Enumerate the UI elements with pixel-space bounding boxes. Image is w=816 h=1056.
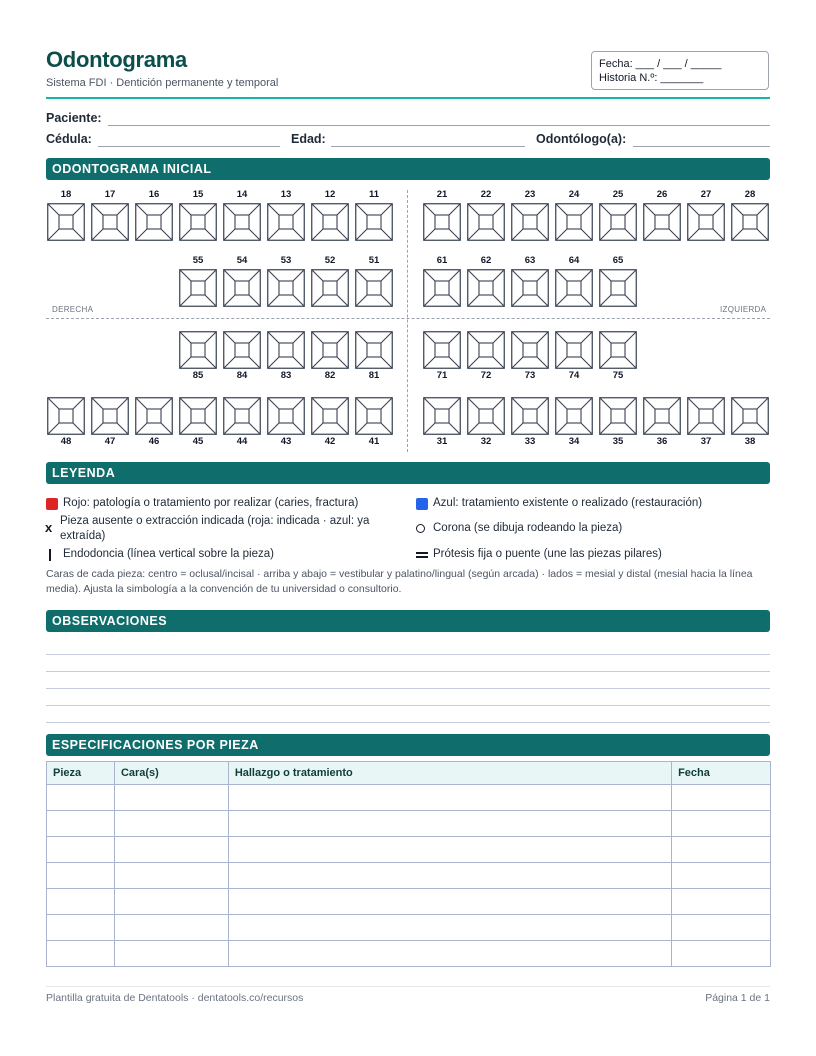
tooth-number: 13 xyxy=(280,189,292,200)
footer-left: Plantilla gratuita de Dentatools · dentatools.co/recursos xyxy=(46,992,304,1004)
tooth-number: 37 xyxy=(700,436,712,447)
observation-line[interactable] xyxy=(46,654,770,655)
tooth-43[interactable] xyxy=(267,397,305,435)
tooth-71[interactable] xyxy=(423,331,461,369)
tooth-82[interactable] xyxy=(311,331,349,369)
tooth-number: 33 xyxy=(524,436,536,447)
tooth-number: 23 xyxy=(524,189,536,200)
tooth-75[interactable] xyxy=(599,331,637,369)
tooth-number: 52 xyxy=(324,255,336,266)
table-cell[interactable] xyxy=(672,785,771,811)
edad-label: Edad: xyxy=(291,132,326,146)
circle-icon xyxy=(416,524,425,533)
tooth-64[interactable] xyxy=(555,269,593,307)
tooth-number: 22 xyxy=(480,189,492,200)
tooth-number: 18 xyxy=(60,189,72,200)
paciente-label: Paciente: xyxy=(46,111,102,125)
tooth-number: 31 xyxy=(436,436,448,447)
fecha-field[interactable]: Fecha: ___ / ___ / _____ xyxy=(599,58,722,70)
tooth-number: 82 xyxy=(324,370,336,381)
tooth-35[interactable] xyxy=(599,397,637,435)
table-cell[interactable] xyxy=(114,915,228,941)
tooth-84[interactable] xyxy=(223,331,261,369)
legend-protesis: Prótesis fija o puente (une las piezas pilares) xyxy=(433,548,662,560)
tooth-17[interactable] xyxy=(91,203,129,241)
table-cell[interactable] xyxy=(228,863,671,889)
tooth-14[interactable] xyxy=(223,203,261,241)
tooth-55[interactable] xyxy=(179,269,217,307)
tooth-number: 28 xyxy=(744,189,756,200)
blue-swatch-icon xyxy=(416,498,428,510)
tooth-number: 53 xyxy=(280,255,292,266)
tooth-number: 21 xyxy=(436,189,448,200)
tooth-33[interactable] xyxy=(511,397,549,435)
tooth-number: 38 xyxy=(744,436,756,447)
cross-icon: x xyxy=(45,520,53,535)
table-row xyxy=(47,889,771,915)
tooth-number: 24 xyxy=(568,189,580,200)
tooth-42[interactable] xyxy=(311,397,349,435)
tooth-number: 17 xyxy=(104,189,116,200)
tooth-number: 51 xyxy=(368,255,380,266)
table-cell[interactable] xyxy=(47,889,115,915)
tooth-85[interactable] xyxy=(179,331,217,369)
date-history-box xyxy=(591,51,769,90)
red-swatch-icon xyxy=(46,498,58,510)
table-cell[interactable] xyxy=(228,915,671,941)
tooth-number: 85 xyxy=(192,370,204,381)
tooth-number: 16 xyxy=(148,189,160,200)
tooth-number: 34 xyxy=(568,436,580,447)
tooth-37[interactable] xyxy=(687,397,725,435)
tooth-number: 72 xyxy=(480,370,492,381)
odontologo-label: Odontólogo(a): xyxy=(536,132,627,146)
tooth-32[interactable] xyxy=(467,397,505,435)
tooth-27[interactable] xyxy=(687,203,725,241)
table-cell[interactable] xyxy=(228,837,671,863)
tooth-number: 35 xyxy=(612,436,624,447)
table-cell[interactable] xyxy=(47,811,115,837)
tooth-number: 44 xyxy=(236,436,248,447)
tooth-number: 47 xyxy=(104,436,116,447)
table-row xyxy=(47,941,771,967)
cedula-field[interactable] xyxy=(98,146,280,147)
tooth-23[interactable] xyxy=(511,203,549,241)
table-cell[interactable] xyxy=(672,915,771,941)
tooth-61[interactable] xyxy=(423,269,461,307)
tooth-11[interactable] xyxy=(355,203,393,241)
section-odontograma: ODONTOGRAMA INICIAL xyxy=(46,158,770,180)
tooth-44[interactable] xyxy=(223,397,261,435)
tooth-63[interactable] xyxy=(511,269,549,307)
historia-field[interactable]: Historia N.º: _______ xyxy=(599,72,704,84)
tooth-62[interactable] xyxy=(467,269,505,307)
col-pieza: Pieza xyxy=(47,762,115,785)
tooth-36[interactable] xyxy=(643,397,681,435)
legend-corona: Corona (se dibuja rodeando la pieza) xyxy=(433,522,623,534)
table-cell[interactable] xyxy=(47,785,115,811)
tooth-number: 45 xyxy=(192,436,204,447)
midline-horizontal xyxy=(46,318,770,319)
tooth-45[interactable] xyxy=(179,397,217,435)
tooth-13[interactable] xyxy=(267,203,305,241)
table-cell[interactable] xyxy=(114,863,228,889)
table-cell[interactable] xyxy=(672,863,771,889)
table-cell[interactable] xyxy=(228,941,671,967)
tooth-number: 54 xyxy=(236,255,248,266)
tooth-12[interactable] xyxy=(311,203,349,241)
tooth-number: 84 xyxy=(236,370,248,381)
tooth-number: 14 xyxy=(236,189,248,200)
tooth-48[interactable] xyxy=(47,397,85,435)
tooth-53[interactable] xyxy=(267,269,305,307)
table-row xyxy=(47,863,771,889)
tooth-21[interactable] xyxy=(423,203,461,241)
tooth-26[interactable] xyxy=(643,203,681,241)
observation-line[interactable] xyxy=(46,722,770,723)
table-row xyxy=(47,785,771,811)
table-cell[interactable] xyxy=(672,941,771,967)
edad-field[interactable] xyxy=(331,146,525,147)
legend-azul: Azul: tratamiento existente o realizado (restauración) xyxy=(433,497,703,509)
table-cell[interactable] xyxy=(114,889,228,915)
spec-table xyxy=(46,761,771,967)
section-observaciones: OBSERVACIONES xyxy=(46,610,770,632)
tooth-65[interactable] xyxy=(599,269,637,307)
tooth-number: 83 xyxy=(280,370,292,381)
section-especificaciones: ESPECIFICACIONES POR PIEZA xyxy=(46,734,770,756)
col-fecha: Fecha xyxy=(672,762,771,785)
tooth-46[interactable] xyxy=(135,397,173,435)
double-line-icon-bottom xyxy=(416,556,428,558)
tooth-number: 26 xyxy=(656,189,668,200)
header-rule xyxy=(46,97,770,99)
tooth-72[interactable] xyxy=(467,331,505,369)
vertical-line-icon xyxy=(49,549,51,561)
tooth-number: 71 xyxy=(436,370,448,381)
table-cell[interactable] xyxy=(47,941,115,967)
tooth-83[interactable] xyxy=(267,331,305,369)
tooth-31[interactable] xyxy=(423,397,461,435)
tooth-number: 27 xyxy=(700,189,712,200)
derecha-label: DERECHA xyxy=(52,305,94,314)
table-cell[interactable] xyxy=(228,785,671,811)
tooth-51[interactable] xyxy=(355,269,393,307)
observation-line[interactable] xyxy=(46,671,770,672)
odontologo-field[interactable] xyxy=(633,146,770,147)
page-subtitle: Sistema FDI · Dentición permanente y temporal xyxy=(46,77,279,89)
tooth-number: 42 xyxy=(324,436,336,447)
paciente-field[interactable] xyxy=(108,125,770,126)
legend-ausente: Pieza ausente o extracción indicada (roja: indicada · azul: ya extraída) xyxy=(60,515,370,542)
tooth-number: 65 xyxy=(612,255,624,266)
table-row xyxy=(47,915,771,941)
observation-line[interactable] xyxy=(46,688,770,689)
table-cell[interactable] xyxy=(228,889,671,915)
tooth-number: 75 xyxy=(612,370,624,381)
tooth-number: 43 xyxy=(280,436,292,447)
tooth-number: 46 xyxy=(148,436,160,447)
tooth-16[interactable] xyxy=(135,203,173,241)
tooth-number: 12 xyxy=(324,189,336,200)
legend-note: Caras de cada pieza: centro = oclusal/incisal · arriba y abajo = vestibular y palatino/lingual (según arcada) · lados = mesial y distal (mesial hacia la línea media). Ajusta la simbología a la convención de tu universidad o consultorio. xyxy=(46,568,753,595)
tooth-number: 11 xyxy=(368,189,380,200)
tooth-number: 81 xyxy=(368,370,380,381)
tooth-number: 15 xyxy=(192,189,204,200)
tooth-number: 25 xyxy=(612,189,624,200)
tooth-73[interactable] xyxy=(511,331,549,369)
tooth-number: 55 xyxy=(192,255,204,266)
tooth-15[interactable] xyxy=(179,203,217,241)
tooth-28[interactable] xyxy=(731,203,769,241)
tooth-number: 61 xyxy=(436,255,448,266)
midline-vertical xyxy=(407,190,408,452)
table-cell[interactable] xyxy=(47,863,115,889)
observation-line[interactable] xyxy=(46,705,770,706)
tooth-74[interactable] xyxy=(555,331,593,369)
tooth-number: 73 xyxy=(524,370,536,381)
tooth-number: 36 xyxy=(656,436,668,447)
tooth-47[interactable] xyxy=(91,397,129,435)
tooth-number: 48 xyxy=(60,436,72,447)
tooth-number: 74 xyxy=(568,370,580,381)
tooth-54[interactable] xyxy=(223,269,261,307)
table-cell[interactable] xyxy=(47,837,115,863)
tooth-24[interactable] xyxy=(555,203,593,241)
table-row xyxy=(47,811,771,837)
cedula-label: Cédula: xyxy=(46,132,92,146)
table-cell[interactable] xyxy=(114,785,228,811)
double-line-icon-top xyxy=(416,552,428,554)
tooth-52[interactable] xyxy=(311,269,349,307)
footer-rule xyxy=(46,986,770,987)
tooth-number: 32 xyxy=(480,436,492,447)
tooth-41[interactable] xyxy=(355,397,393,435)
tooth-81[interactable] xyxy=(355,331,393,369)
table-cell[interactable] xyxy=(672,889,771,915)
tooth-38[interactable] xyxy=(731,397,769,435)
legend-rojo: Rojo: patología o tratamiento por realizar (caries, fractura) xyxy=(63,497,359,509)
col-caras: Cara(s) xyxy=(114,762,228,785)
page-title: Odontograma xyxy=(46,47,187,72)
tooth-22[interactable] xyxy=(467,203,505,241)
tooth-18[interactable] xyxy=(47,203,85,241)
tooth-34[interactable] xyxy=(555,397,593,435)
table-cell[interactable] xyxy=(114,837,228,863)
tooth-number: 64 xyxy=(568,255,580,266)
legend-endodoncia: Endodoncia (línea vertical sobre la pieza) xyxy=(63,548,274,560)
tooth-number: 41 xyxy=(368,436,380,447)
table-cell[interactable] xyxy=(114,941,228,967)
table-cell[interactable] xyxy=(672,811,771,837)
tooth-number: 63 xyxy=(524,255,536,266)
izquierda-label: IZQUIERDA xyxy=(720,305,767,314)
tooth-number: 62 xyxy=(480,255,492,266)
table-cell[interactable] xyxy=(47,915,115,941)
table-cell[interactable] xyxy=(114,811,228,837)
table-header-row xyxy=(47,762,771,785)
col-hallazgo: Hallazgo o tratamiento xyxy=(228,762,671,785)
table-cell[interactable] xyxy=(228,811,671,837)
section-leyenda: LEYENDA xyxy=(46,462,770,484)
table-row xyxy=(47,837,771,863)
table-cell[interactable] xyxy=(672,837,771,863)
tooth-25[interactable] xyxy=(599,203,637,241)
footer-right: Página 1 de 1 xyxy=(705,992,770,1004)
